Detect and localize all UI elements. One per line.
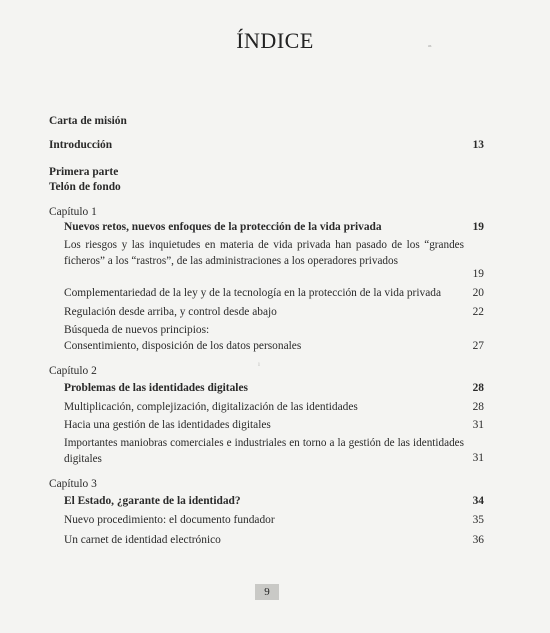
toc-entry-mission[interactable]: Carta de misión bbox=[49, 115, 127, 127]
part-title: Telón de fondo bbox=[49, 181, 121, 193]
page-ref: 19 bbox=[472, 268, 484, 280]
toc-entry-introduction[interactable]: Introducción 13 bbox=[49, 139, 484, 151]
part-label: Primera parte bbox=[49, 166, 119, 178]
page-ref: 35 bbox=[472, 514, 484, 526]
page-ref: 34 bbox=[472, 495, 484, 507]
page-ref: 20 bbox=[472, 287, 484, 299]
page-number: 9 bbox=[255, 584, 279, 600]
chapter-label: Capítulo 3 bbox=[49, 478, 97, 490]
toc-entry[interactable]: Búsqueda de nuevos principios: bbox=[64, 324, 210, 336]
page-ref: 36 bbox=[472, 534, 484, 546]
page-title: ÍNDICE bbox=[236, 28, 314, 53]
page-ref: 31 bbox=[472, 452, 484, 464]
scan-speck: ı bbox=[258, 360, 260, 368]
chapter-label: Capítulo 2 bbox=[49, 365, 97, 377]
toc-entry[interactable]: Complementariedad de la ley y de la tecnología en la protección de la vida privada 20 bbox=[64, 287, 484, 299]
toc-entry[interactable]: Un carnet de identidad electrónico 36 bbox=[64, 534, 484, 546]
toc-entry-chapter-title[interactable]: El Estado, ¿garante de la identidad? 34 bbox=[64, 495, 484, 507]
toc-entry[interactable]: Los riesgos y las inquietudes en materia de vida privada han pasado de los “grandes ficheros” a los “rastros”, de las administraciones a los operadores privados bbox=[64, 239, 464, 267]
page-ref: 22 bbox=[472, 306, 484, 318]
page-ref: 28 bbox=[472, 401, 484, 413]
toc-entry[interactable]: Importantes maniobras comerciales e industriales en torno a la gestión de las identidades digitales bbox=[64, 437, 464, 465]
toc-entry-chapter-title[interactable]: Nuevos retos, nuevos enfoques de la protección de la vida privada 19 bbox=[64, 221, 484, 233]
page-ref: 31 bbox=[472, 419, 484, 431]
page-ref: 28 bbox=[472, 382, 484, 394]
toc-entry[interactable]: Hacia una gestión de las identidades digitales 31 bbox=[64, 419, 484, 431]
chapter-label: Capítulo 1 bbox=[49, 206, 97, 218]
page-ref: 19 bbox=[472, 221, 484, 233]
toc-entry-continued[interactable]: Consentimiento, disposición de los datos personales 27 bbox=[64, 340, 484, 352]
page-ref: 27 bbox=[472, 340, 484, 352]
page-ref: 13 bbox=[472, 139, 484, 151]
toc-entry[interactable]: Nuevo procedimiento: el documento fundador 35 bbox=[64, 514, 484, 526]
toc-entry[interactable]: Multiplicación, complejización, digitalización de las identidades 28 bbox=[64, 401, 484, 413]
toc-entry-chapter-title[interactable]: Problemas de las identidades digitales 28 bbox=[64, 382, 484, 394]
scan-speck: ᵃˢ bbox=[428, 43, 432, 51]
toc-entry[interactable]: Regulación desde arriba, y control desde abajo 22 bbox=[64, 306, 484, 318]
